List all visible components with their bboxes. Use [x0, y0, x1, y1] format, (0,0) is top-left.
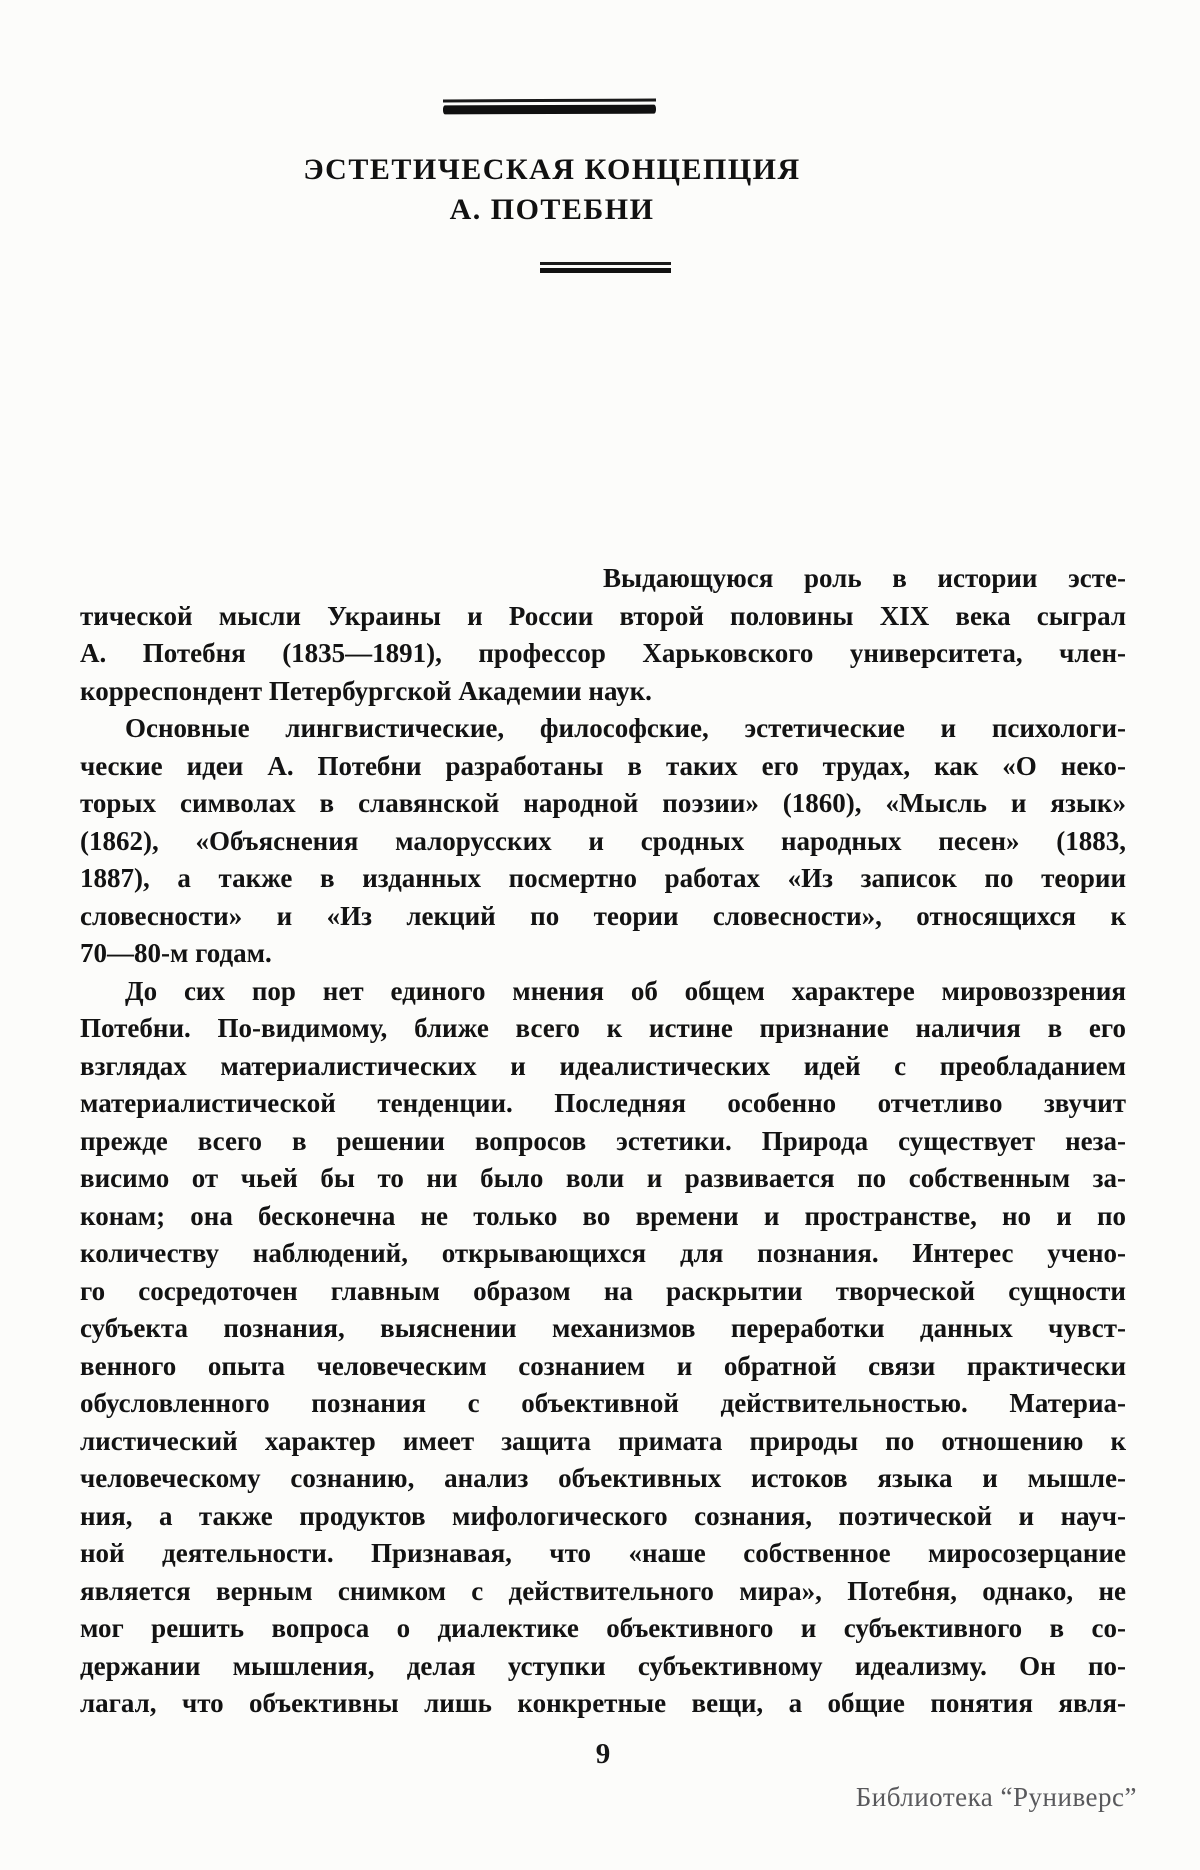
ornament-rule-bottom-thick-bar	[540, 268, 671, 273]
ornament-rule-top-thin-bar	[443, 99, 656, 103]
paragraph	[80, 973, 1126, 1723]
ornament-rule-bottom-thin-bar	[540, 262, 671, 265]
text-line: взглядах материалистических и идеалистических идей с преобладанием	[80, 1050, 1126, 1081]
text-line: количеству наблюдений, открывающихся для познания. Интерес учено-	[80, 1238, 1126, 1268]
paragraph	[80, 560, 1126, 710]
text-line: Основные лингвистические, философские, эстетические и психологи-	[125, 713, 1126, 743]
text-line: корреспондент Петербургской Академии наук.	[80, 675, 652, 706]
text-line: материалистической тенденции. Последняя особенно отчетливо звучит	[80, 1088, 1126, 1118]
text-line: 70—80-м годам.	[80, 938, 272, 968]
text-line: обусловленного познания с объективной действительностью. Материа-	[80, 1388, 1126, 1418]
text-line: До сих пор нет единого мнения об общем характере мировоззрения	[125, 975, 1126, 1006]
chapter-title	[102, 150, 1002, 230]
text-line: прежде всего в решении вопросов эстетики. Природа существует неза-	[80, 1125, 1126, 1156]
text-line: ной деятельности. Признавая, что «наше собственное миросозерцание	[80, 1538, 1126, 1568]
page-number: 9	[595, 1738, 611, 1770]
text-line: торых символах в славянской народной поэзии» (1860), «Мысль и язык»	[80, 788, 1126, 818]
text-line: го сосредоточен главным образом на раскрытии творческой сущности	[80, 1275, 1126, 1306]
text-line: ческие идеи А. Потебни разработаны в таких его трудах, как «О неко-	[80, 750, 1126, 781]
chapter-title-line1: ЭСТЕТИЧЕСКАЯ КОНЦЕПЦИЯ	[303, 153, 801, 186]
body-text	[80, 560, 1126, 1723]
text-line: человеческому сознанию, анализ объективных истоков языка и мышле-	[80, 1463, 1126, 1493]
text-line: (1862), «Объяснения малорусских и сродных народных песен» (1883,	[80, 825, 1126, 856]
chapter-title-line2: А. ПОТЕБНИ	[449, 193, 655, 226]
text-line: является верным снимком с действительного мира», Потебня, однако, не	[80, 1575, 1126, 1606]
text-line: лагал, что объективны лишь конкретные вещи, а общие понятия явля-	[80, 1688, 1126, 1718]
text-line: ния, а также продуктов мифологического сознания, поэтической и науч-	[80, 1500, 1126, 1531]
text-line: А. Потебня (1835—1891), профессор Харьковского университета, член-	[80, 638, 1126, 668]
text-line: держании мышления, делая уступки субъективному идеализму. Он по-	[80, 1650, 1126, 1681]
text-line: субъекта познания, выяснении механизмов переработки данных чувст-	[80, 1313, 1126, 1343]
text-line: мог решить вопроса о диалектике объективного и субъективного в со-	[80, 1613, 1126, 1643]
text-line: Потебни. По-видимому, ближе всего к истине признание наличия в его	[80, 1013, 1126, 1043]
ornament-rule-top	[443, 99, 656, 114]
text-line: тической мысли Украины и России второй половины XIX века сыграл	[80, 600, 1126, 631]
text-line: 1887), а также в изданных посмертно работах «Из записок по теории	[80, 863, 1126, 893]
text-line: висимо от чьей бы то ни было воли и развивается по собственным за-	[80, 1163, 1126, 1193]
text-line: словесности» и «Из лекций по теории словесности», относящихся к	[80, 900, 1126, 931]
paragraph	[80, 710, 1126, 973]
watermark: Библиотека “Руниверс”	[855, 1782, 1137, 1812]
ornament-rule-bottom	[540, 262, 671, 273]
text-line: конам; она бесконечна не только во времени и пространстве, но и по	[80, 1200, 1126, 1231]
text-line: Выдающуюся роль в истории эсте-	[603, 563, 1126, 593]
ornament-rule-top-thick-bar	[443, 105, 656, 115]
text-line: венного опыта человеческим сознанием и обратной связи практически	[80, 1350, 1126, 1381]
text-line: листический характер имеет защита примата природы по отношению к	[80, 1425, 1126, 1456]
